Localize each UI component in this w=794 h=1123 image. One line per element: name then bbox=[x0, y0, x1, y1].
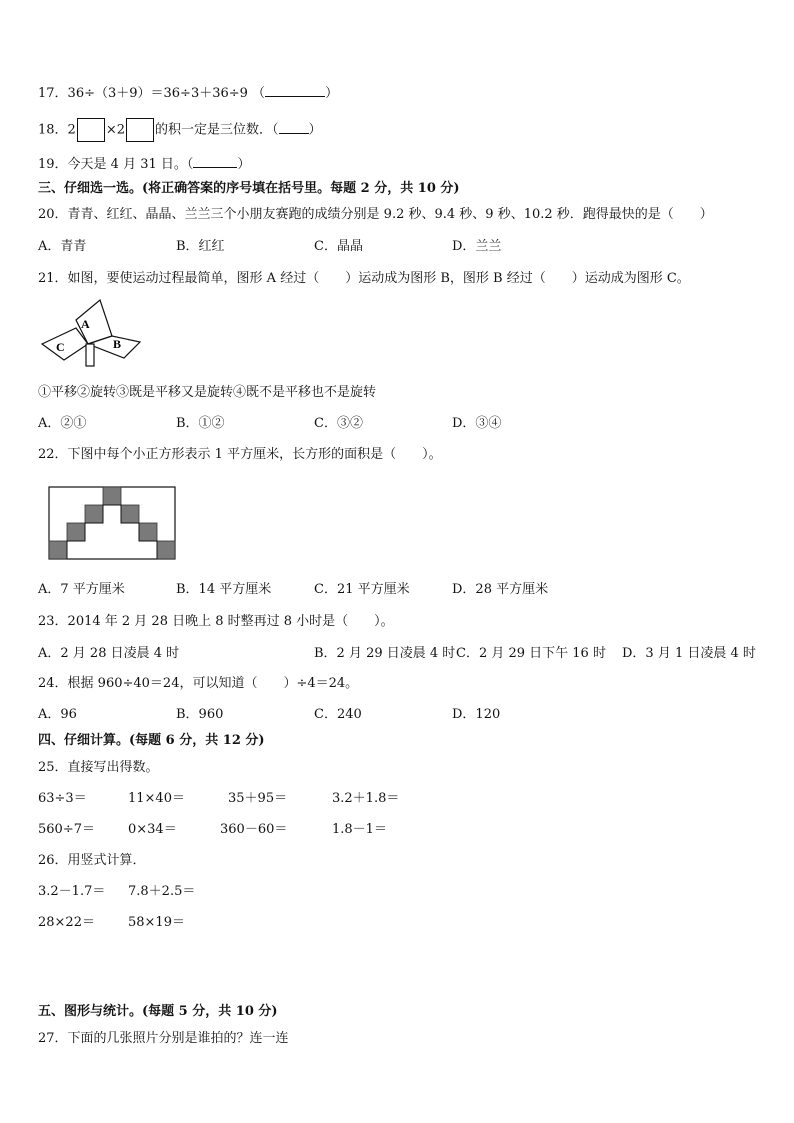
question-20-text: 20．青青、红红、晶晶、兰兰三个小朋友赛跑的成绩分别是 9.2 秒、9.4 秒、9 秒、10.2 秒．跑得最快的是（ ） bbox=[38, 207, 713, 222]
question-18-prefix: 18．2 bbox=[38, 122, 76, 138]
section-3-heading: 三、仔细选一选。(将正确答案的序号填在括号里。每题 2 分，共 10 分) bbox=[38, 181, 460, 196]
q25-item: 35＋95＝ bbox=[228, 791, 288, 806]
q20-option-a[interactable]: A．青青 bbox=[38, 239, 87, 254]
q23-option-a[interactable]: A．2 月 28 日凌晨 4 时 bbox=[38, 646, 180, 661]
q20-option-b[interactable]: B．红红 bbox=[176, 239, 225, 254]
question-22-text: 22．下图中每个小正方形表示 1 平方厘米，长方形的面积是（ ）。 bbox=[38, 447, 442, 462]
question-17 bbox=[38, 84, 338, 103]
q21-option-a[interactable]: A．②① bbox=[38, 416, 87, 431]
q21-choices: ①平移②旋转③既是平移又是旋转④既不是平移也不是旋转 bbox=[38, 385, 377, 400]
q22-option-a[interactable]: A．7 平方厘米 bbox=[38, 582, 125, 597]
question-19-text: 19．今天是 4 月 31 日。（ bbox=[38, 157, 194, 172]
q25-item: 560÷7＝ bbox=[38, 822, 95, 837]
label-b: B bbox=[113, 337, 122, 351]
q22-option-d[interactable]: D．28 平方厘米 bbox=[452, 582, 549, 597]
square bbox=[103, 487, 121, 505]
q25-item: 360－60＝ bbox=[220, 822, 288, 837]
answer-blank-19[interactable] bbox=[193, 155, 237, 168]
question-17-close: ） bbox=[325, 86, 339, 101]
q25-item: 0×34＝ bbox=[128, 822, 177, 837]
square bbox=[49, 541, 67, 559]
question-18-text: 的积一定是三位数．（ bbox=[155, 122, 279, 138]
q24-option-a[interactable]: A．96 bbox=[38, 707, 77, 722]
grid-rectangle-figure bbox=[48, 486, 178, 562]
square bbox=[67, 523, 85, 541]
section-4-heading: 四、仔细计算。(每题 6 分，共 12 分) bbox=[38, 733, 265, 748]
question-17-text: 17．36÷（3＋9）＝36÷3＋36÷9 （ bbox=[38, 86, 266, 101]
q21-option-b[interactable]: B．①② bbox=[176, 416, 225, 431]
question-27-text: 27．下面的几张照片分别是谁拍的？连一连 bbox=[38, 1031, 289, 1046]
q26-item: 28×22＝ bbox=[38, 915, 95, 930]
square bbox=[85, 505, 103, 523]
q25-item: 63÷3＝ bbox=[38, 791, 87, 806]
section-5-heading: 五、图形与统计。(每题 5 分，共 10 分) bbox=[38, 1004, 278, 1019]
square bbox=[121, 505, 139, 523]
q23-option-d[interactable]: D．3 月 1 日凌晨 4 时 bbox=[622, 646, 756, 661]
q23-option-c[interactable]: C．2 月 29 日下午 16 时 bbox=[456, 646, 606, 661]
q22-option-c[interactable]: C．21 平方厘米 bbox=[314, 582, 410, 597]
question-25-text: 25．直接写出得数。 bbox=[38, 760, 159, 775]
question-18-close: ） bbox=[308, 122, 322, 138]
question-19 bbox=[38, 155, 250, 174]
square bbox=[157, 541, 175, 559]
q25-item: 3.2＋1.8＝ bbox=[332, 791, 400, 806]
q20-option-c[interactable]: C．晶晶 bbox=[314, 239, 363, 254]
q25-item: 11×40＝ bbox=[128, 791, 185, 806]
shape-c bbox=[42, 328, 88, 360]
stem-rect bbox=[86, 344, 94, 366]
digit-box-2[interactable] bbox=[126, 118, 154, 142]
q24-option-c[interactable]: C．240 bbox=[314, 707, 362, 722]
question-18-middle: ×2 bbox=[105, 122, 125, 138]
q21-option-c[interactable]: C．③② bbox=[314, 416, 363, 431]
q24-option-b[interactable]: B．960 bbox=[176, 707, 224, 722]
answer-blank-17[interactable] bbox=[265, 84, 325, 97]
q22-option-b[interactable]: B．14 平方厘米 bbox=[176, 582, 272, 597]
square bbox=[139, 523, 157, 541]
q21-option-d[interactable]: D．③④ bbox=[452, 416, 502, 431]
question-18 bbox=[38, 118, 322, 142]
shapes-figure bbox=[38, 298, 148, 370]
question-26-text: 26．用竖式计算． bbox=[38, 853, 146, 868]
question-21-text: 21．如图，要使运动过程最简单，图形 A 经过（ ）运动成为图形 B，图形 B 经过（ ）运动成为图形 C。 bbox=[38, 271, 690, 286]
answer-blank-18[interactable] bbox=[279, 121, 309, 134]
q26-item: 58×19＝ bbox=[128, 915, 185, 930]
question-19-close: ） bbox=[237, 157, 251, 172]
q20-option-d[interactable]: D．兰兰 bbox=[452, 239, 502, 254]
question-24-text: 24．根据 960÷40＝24，可以知道（ ）÷4＝24。 bbox=[38, 676, 359, 691]
q23-option-b[interactable]: B．2 月 29 日凌晨 4 时 bbox=[314, 646, 456, 661]
question-23-text: 23．2014 年 2 月 28 日晚上 8 时整再过 8 小时是（ ）。 bbox=[38, 614, 394, 629]
label-c: C bbox=[56, 340, 65, 354]
q26-item: 3.2－1.7＝ bbox=[38, 884, 106, 899]
label-a: A bbox=[81, 317, 90, 331]
q24-option-d[interactable]: D．120 bbox=[452, 707, 501, 722]
digit-box-1[interactable] bbox=[77, 118, 105, 142]
q26-item: 7.8＋2.5＝ bbox=[128, 884, 196, 899]
q25-item: 1.8－1＝ bbox=[332, 822, 387, 837]
